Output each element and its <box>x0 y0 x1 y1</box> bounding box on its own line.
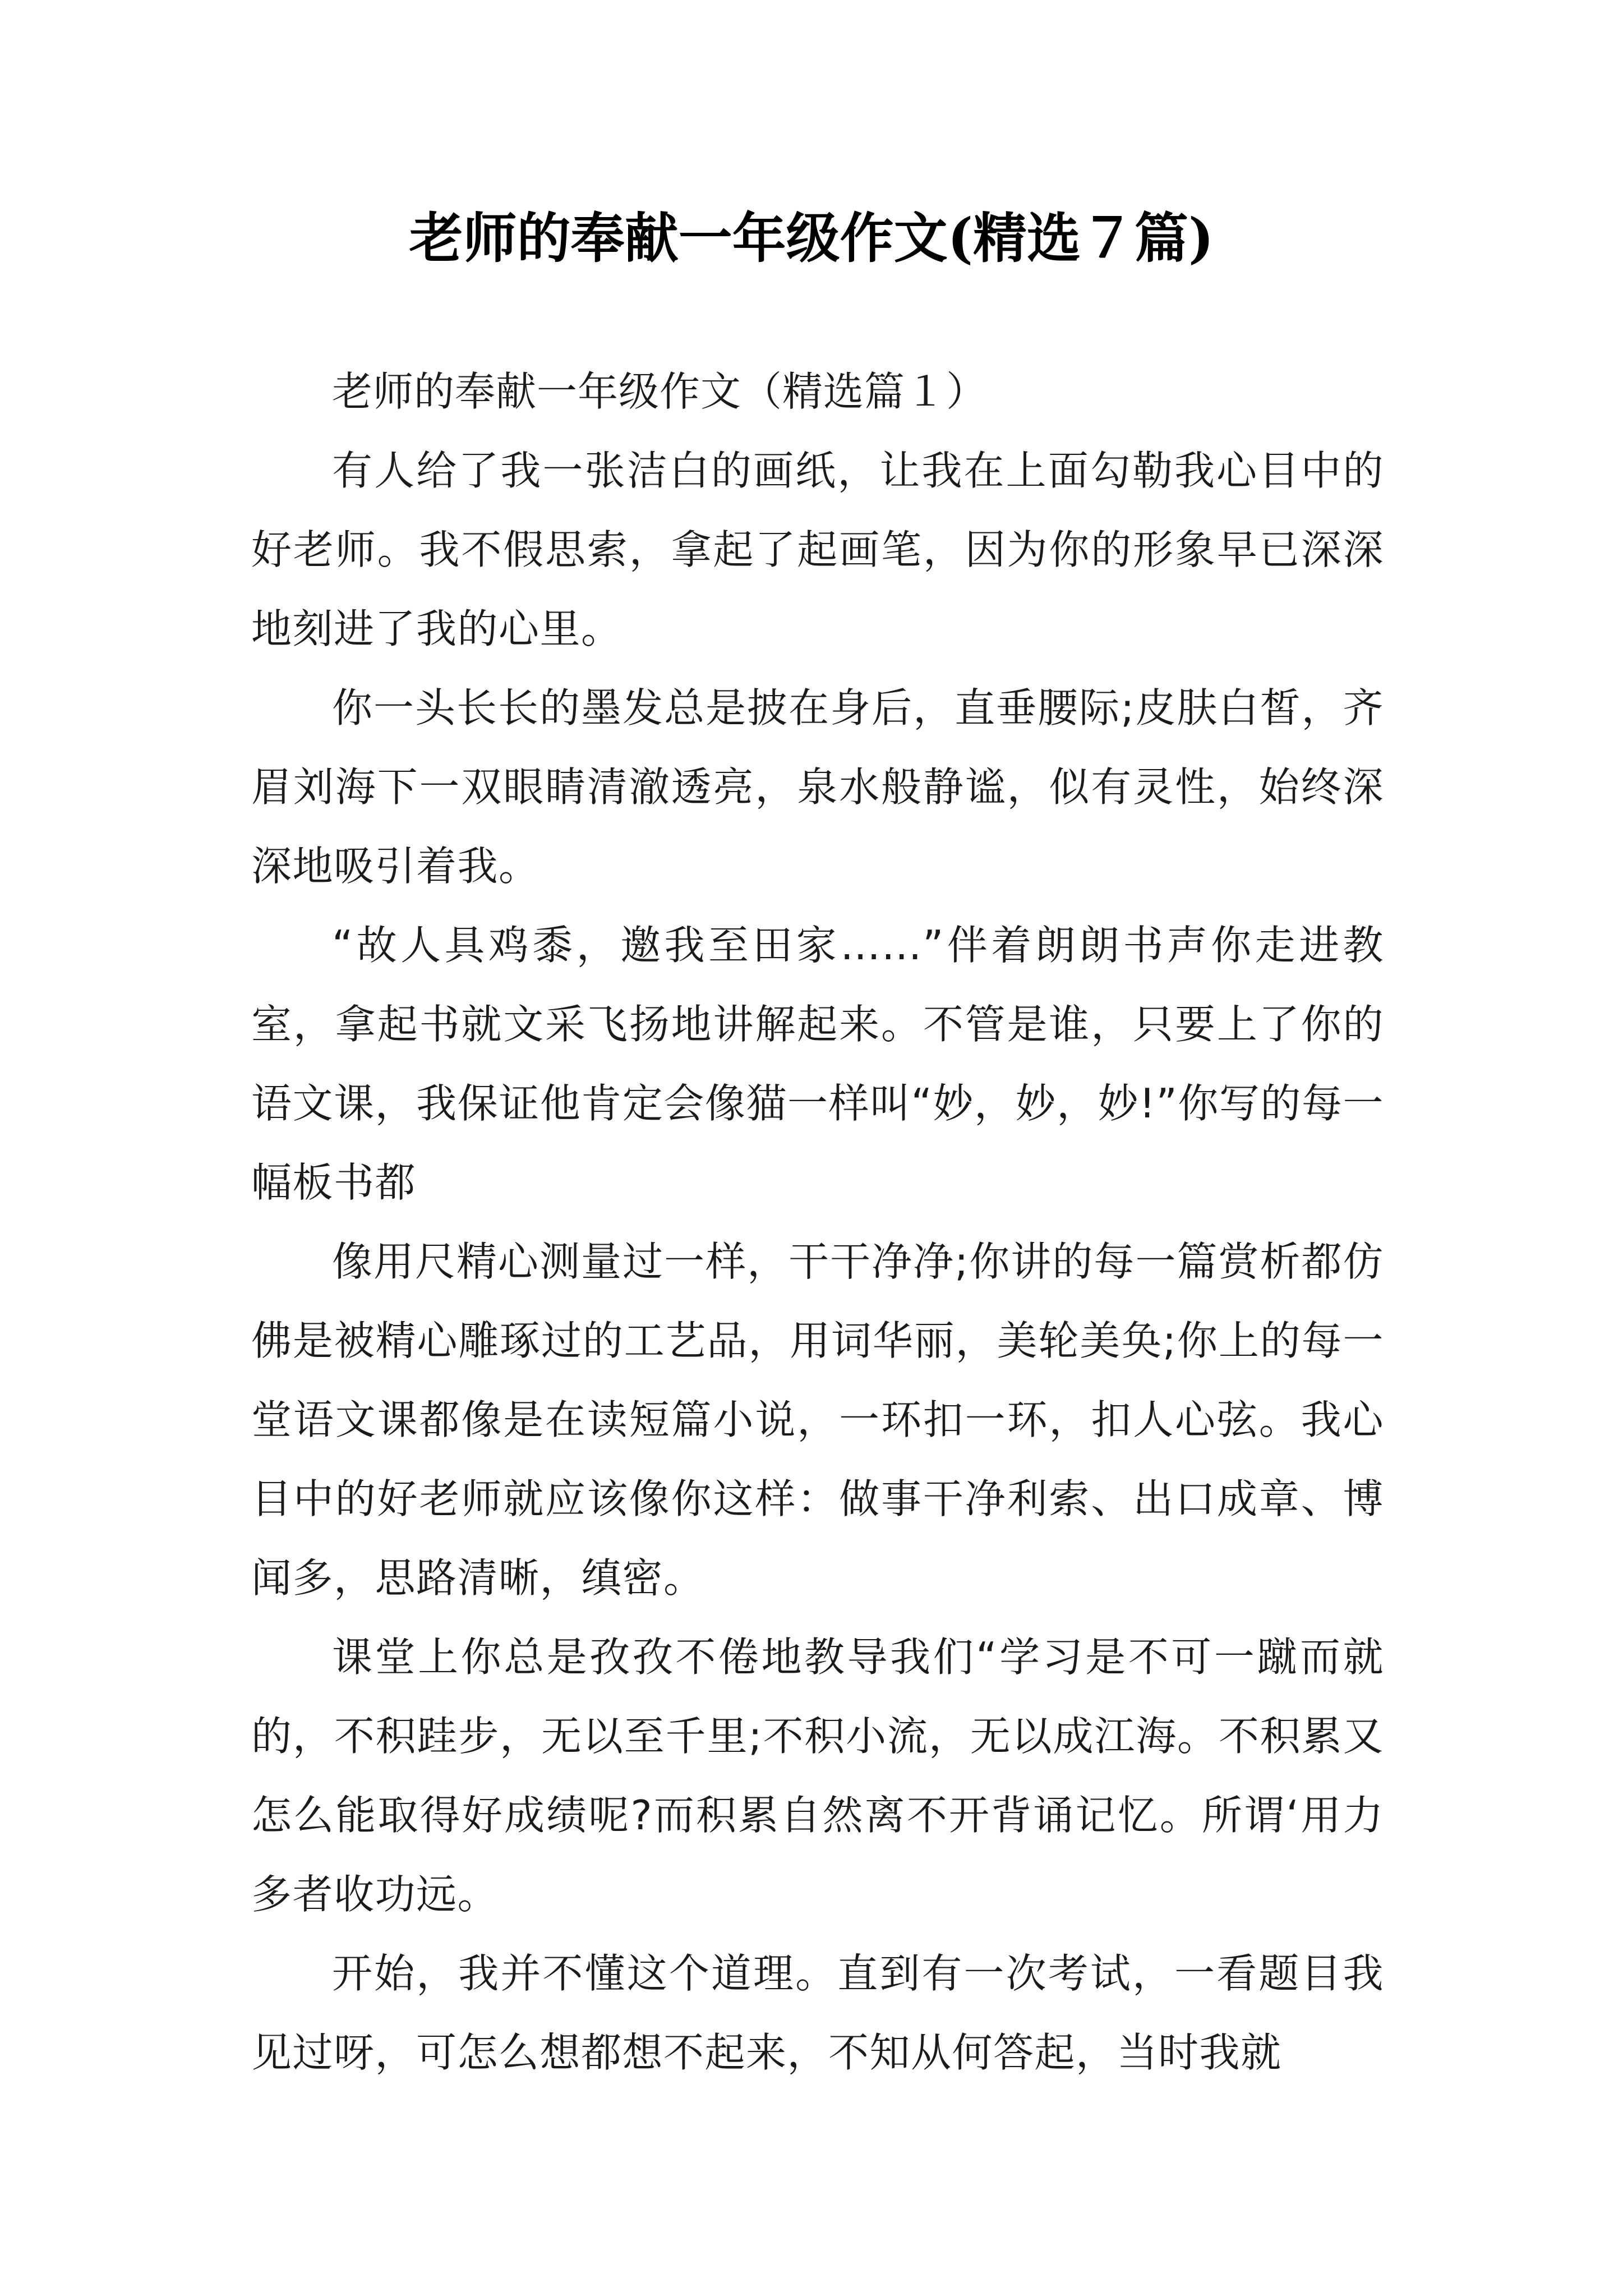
paragraph: 你一头长长的墨发总是披在身后，直垂腰际;皮肤白皙，齐眉刘海下一双眼睛清澈透亮，泉水般静谧，似有灵性，始终深深地吸引着我。 <box>251 684 1384 890</box>
paragraph: 像用尺精心测量过一样，干干净净;你讲的每一篇赏析都仿佛是被精心雕琢过的工艺品，用词华丽，美轮美奂;你上的每一堂语文课都像是在读短篇小说，一环扣一环，扣人心弦。我心目中的好老师就应该像你这样：做事干净利索、出口成章、博闻多，思路清晰，缜密。 <box>251 1238 1384 1602</box>
section-heading: 老师的奉献一年级作文（精选篇１） <box>332 368 988 415</box>
paragraph: 开始，我并不懂这个道理。直到有一次考试，一看题目我见过呀，可怎么想都想不起来，不知从何答起，当时我就 <box>251 1950 1384 2076</box>
paragraph: 有人给了我一张洁白的画纸，让我在上面勾勒我心目中的好老师。我不假思索，拿起了起画笔，因为你的形象早已深深地刻进了我的心里。 <box>251 447 1384 652</box>
paragraph: 课堂上你总是孜孜不倦地教导我们“学习是不可一蹴而就的，不积跬步，无以至千里;不积小流，无以成江海。不积累又怎么能取得好成绩呢?而积累自然离不开背诵记忆。所谓‘用力多者收功远。 <box>251 1634 1384 1918</box>
paragraph: “故人具鸡黍，邀我至田家……”伴着朗朗书声你走进教室，拿起书就文采飞扬地讲解起来。不管是谁，只要上了你的语文课，我保证他肯定会像猫一样叫“妙，妙，妙!”你写的每一幅板书都 <box>251 922 1384 1206</box>
document-title: 老师的奉献一年级作文(精选７篇) <box>409 206 1214 270</box>
document-body <box>251 352 1384 2092</box>
